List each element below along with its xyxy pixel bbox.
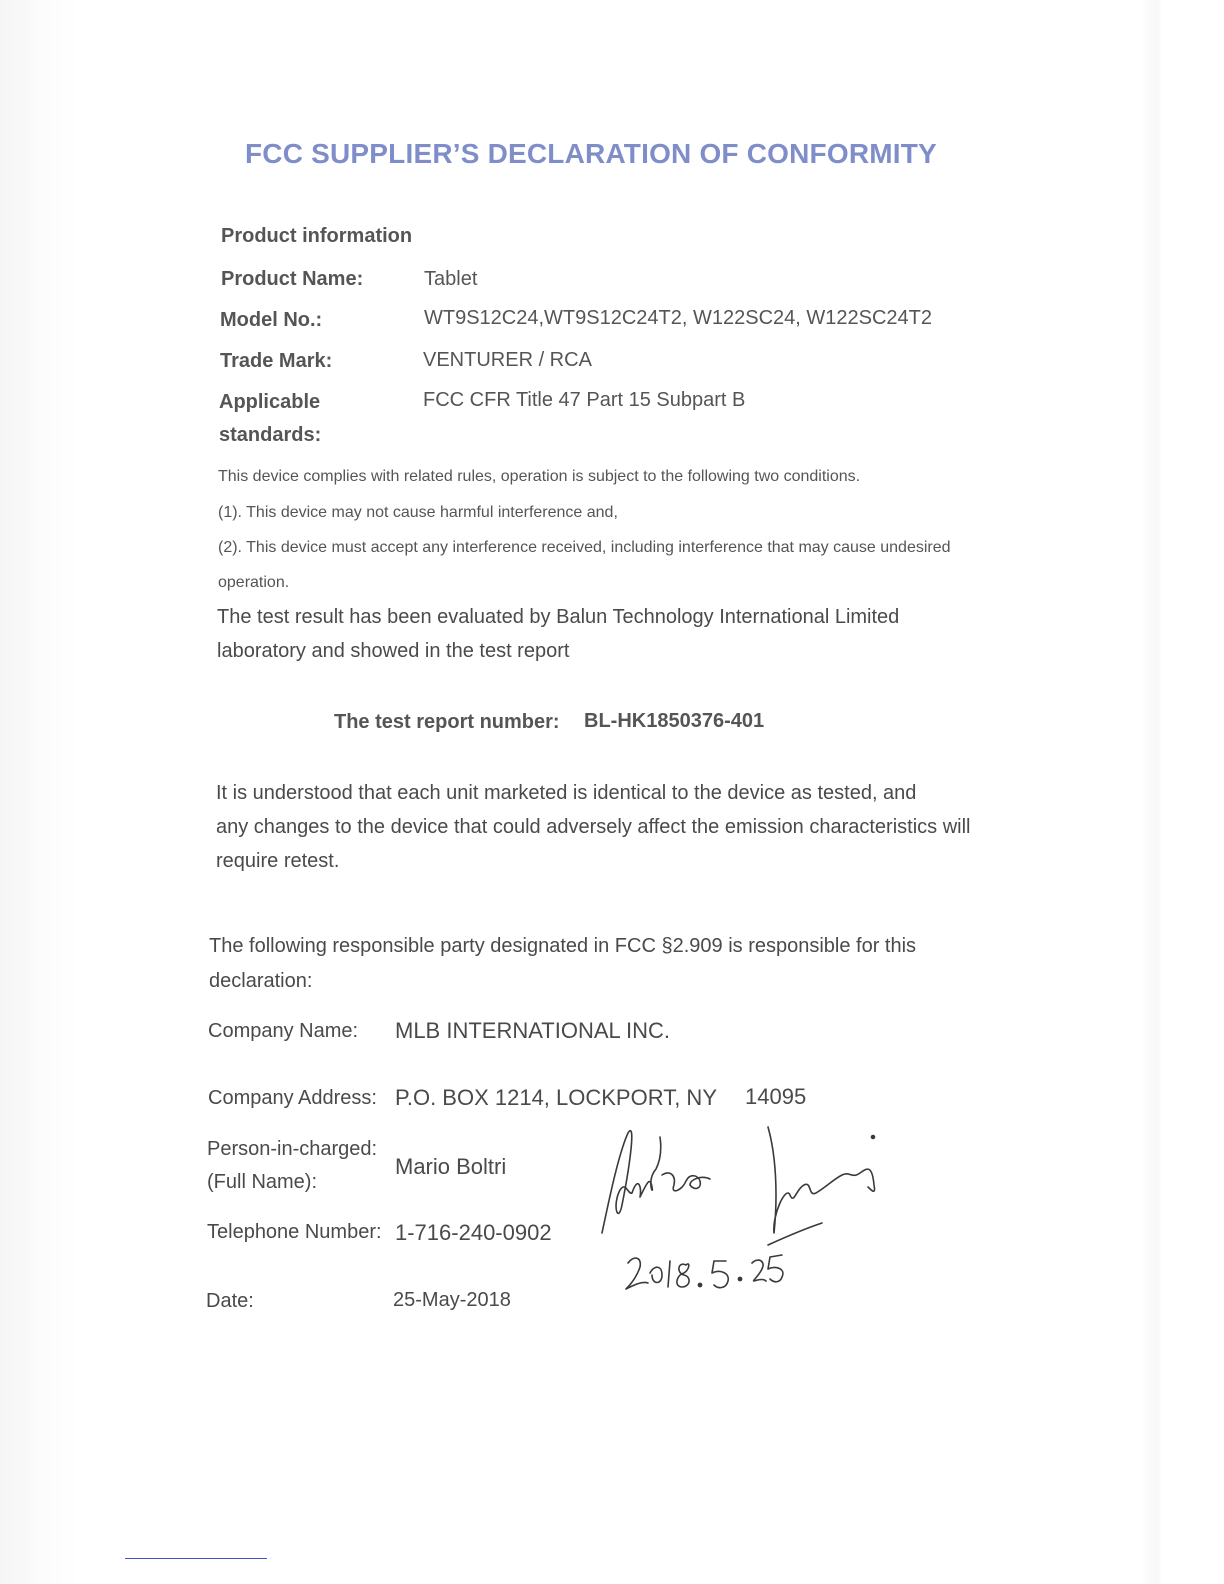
understood-line-2: any changes to the device that could adversely affect the emission characteristics will [216, 816, 971, 838]
handwritten-signature [590, 1115, 890, 1300]
report-number-value: BL-HK1850376-401 [584, 710, 765, 732]
evaluation-line-1: The test result has been evaluated by Balun Technology International Limited [217, 606, 900, 628]
sig-date-1 [668, 1261, 670, 1287]
sig-date-5b [768, 1255, 783, 1282]
conditions-intro: This device complies with related rules, operation is subject to the following two conditions. [218, 468, 861, 485]
company-address-label: Company Address: [208, 1087, 377, 1109]
person-label: Person-in-charged: [207, 1138, 378, 1160]
company-name-label: Company Name: [208, 1020, 359, 1042]
sig-date-0 [650, 1267, 662, 1282]
date-label: Date: [206, 1290, 254, 1312]
condition-2-cont: operation. [218, 574, 290, 591]
page-title: FCC SUPPLIER’S DECLARATION OF CONFORMITY [245, 138, 937, 169]
responsible-line-2: declaration: [209, 970, 313, 992]
standards-label-cont: standards: [219, 424, 322, 446]
telephone-label: Telephone Number: [207, 1221, 382, 1243]
company-address-value: P.O. BOX 1214, LOCKPORT, NY [395, 1085, 717, 1110]
sig-date-5 [712, 1261, 728, 1288]
sig-date-dot-2 [738, 1277, 741, 1280]
company-address-zip: 14095 [745, 1084, 807, 1109]
understood-line-1: It is understood that each unit marketed is identical to the device as tested, and [216, 782, 917, 804]
footer-rule [125, 1558, 267, 1559]
product-info-heading: Product information [221, 225, 413, 247]
product-name-label: Product Name: [221, 268, 364, 290]
signature-first-stroke [602, 1131, 661, 1233]
understood-line-3: require retest. [216, 850, 340, 872]
sig-date-dot-1 [698, 1283, 701, 1286]
person-value: Mario Boltri [395, 1154, 507, 1179]
signature-dot [872, 1136, 875, 1139]
condition-2: (2). This device must accept any interference received, including interference that may cause undesired [218, 539, 951, 556]
responsible-line-1: The following responsible party designated in FCC §2.909 is responsible for this [209, 935, 917, 957]
model-label: Model No.: [220, 309, 323, 331]
signature-underline [768, 1223, 822, 1245]
sig-date-2 [626, 1258, 648, 1289]
product-name-value: Tablet [424, 268, 478, 290]
signature-first-tail [662, 1173, 710, 1191]
standards-label: Applicable [219, 391, 321, 413]
condition-1: (1). This device may not cause harmful interference and, [218, 504, 618, 521]
telephone-value: 1-716-240-0902 [395, 1220, 552, 1245]
trademark-value: VENTURER / RCA [423, 349, 592, 371]
company-name-value: MLB INTERNATIONAL INC. [395, 1018, 671, 1043]
report-number-label: The test report number: [334, 711, 560, 733]
trademark-label: Trade Mark: [220, 350, 333, 372]
standards-value: FCC CFR Title 47 Part 15 Subpart B [423, 389, 746, 411]
evaluation-line-2: laboratory and showed in the test report [217, 640, 570, 662]
model-value: WT9S12C24,WT9S12C24T2, W122SC24, W122SC24T2 [424, 307, 932, 329]
date-value: 25-May-2018 [393, 1289, 511, 1311]
sig-date-8 [677, 1264, 689, 1287]
signature-surname-stroke [768, 1127, 875, 1233]
sig-date-2b [752, 1260, 766, 1281]
person-label-cont: (Full Name): [207, 1171, 318, 1193]
